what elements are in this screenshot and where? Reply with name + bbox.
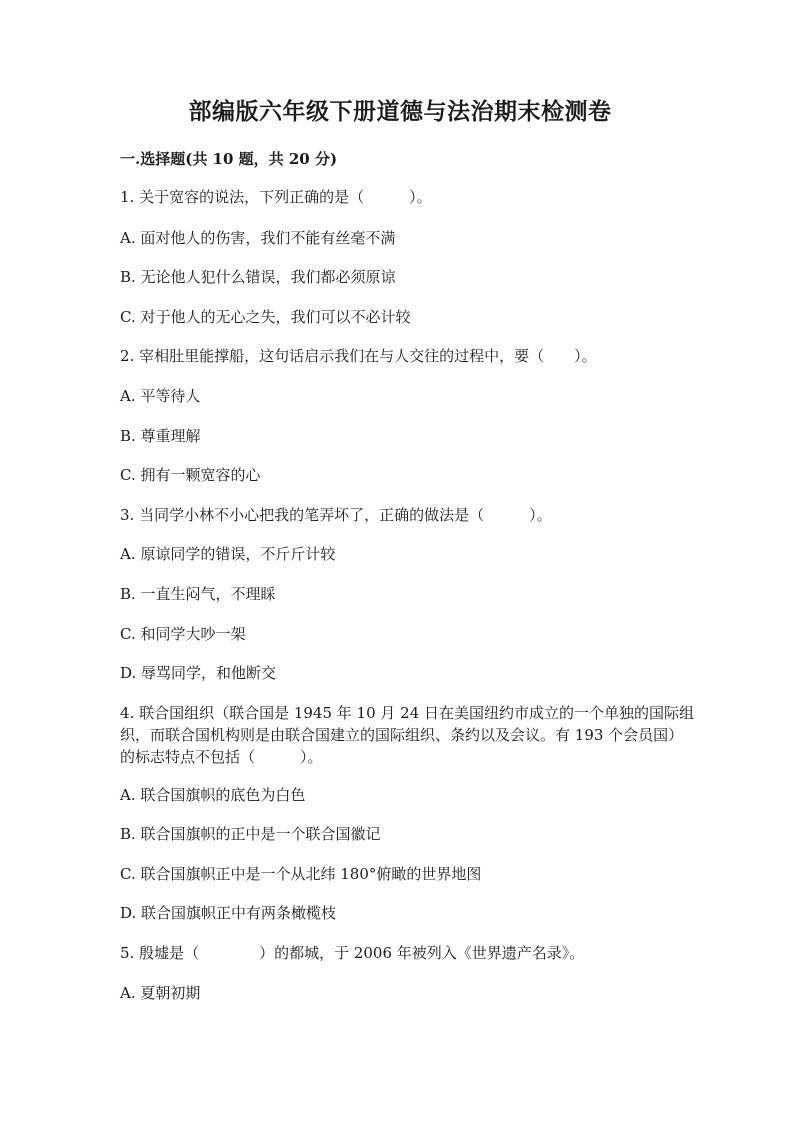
question-4-option-c: C. 联合国旗帜正中是一个从北纬 180°俯瞰的世界地图 <box>120 865 482 883</box>
question-5-stem: 5. 殷墟是（ ）的都城，于 2006 年被列入《世界遗产名录》。 <box>120 944 585 962</box>
question-4-stem: 4. 联合国组织（联合国是 1945 年 10 月 24 日在美国纽约市成立的一个单独的国际组织，而联合国机构则是由联合国建立的国际组织、条约以及会议。有 193 个会员国）的标志特点不包括（ ）。 <box>120 704 695 766</box>
question-3-stem: 3. 当同学小林不小心把我的笔弄坏了，正确的做法是（ ）。 <box>120 506 552 524</box>
document-title: 部编版六年级下册道德与法治期末检测卷 <box>188 98 612 125</box>
question-4-option-b: B. 联合国旗帜的正中是一个联合国徽记 <box>120 825 381 843</box>
question-2-option-b: B. 尊重理解 <box>120 427 201 445</box>
question-3-option-a: A. 原谅同学的错误，不斤斤计较 <box>120 545 336 563</box>
question-3-option-c: C. 和同学大吵一架 <box>120 625 246 643</box>
question-1-option-a: A. 面对他人的伤害，我们不能有丝毫不满 <box>120 229 396 247</box>
question-3-option-d: D. 辱骂同学，和他断交 <box>120 664 277 682</box>
question-1-stem: 1. 关于宽容的说法，下列正确的是（ ）。 <box>120 188 432 206</box>
question-2-option-a: A. 平等待人 <box>120 387 201 405</box>
section-heading: 一.选择题(共 10 题，共 20 分) <box>120 150 338 168</box>
question-1-option-b: B. 无论他人犯什么错误，我们都必须原谅 <box>120 268 396 286</box>
question-2-stem: 2. 宰相肚里能撑船，这句话启示我们在与人交往的过程中，要（ ）。 <box>120 347 597 365</box>
question-3-option-b: B. 一直生闷气，不理睬 <box>120 585 276 603</box>
question-5-option-a: A. 夏朝初期 <box>120 984 201 1002</box>
question-4-option-d: D. 联合国旗帜正中有两条橄榄枝 <box>120 904 337 922</box>
question-4-option-a: A. 联合国旗帜的底色为白色 <box>120 786 306 804</box>
question-2-option-c: C. 拥有一颗宽容的心 <box>120 466 261 484</box>
question-1-option-c: C. 对于他人的无心之失，我们可以不必计较 <box>120 308 411 326</box>
